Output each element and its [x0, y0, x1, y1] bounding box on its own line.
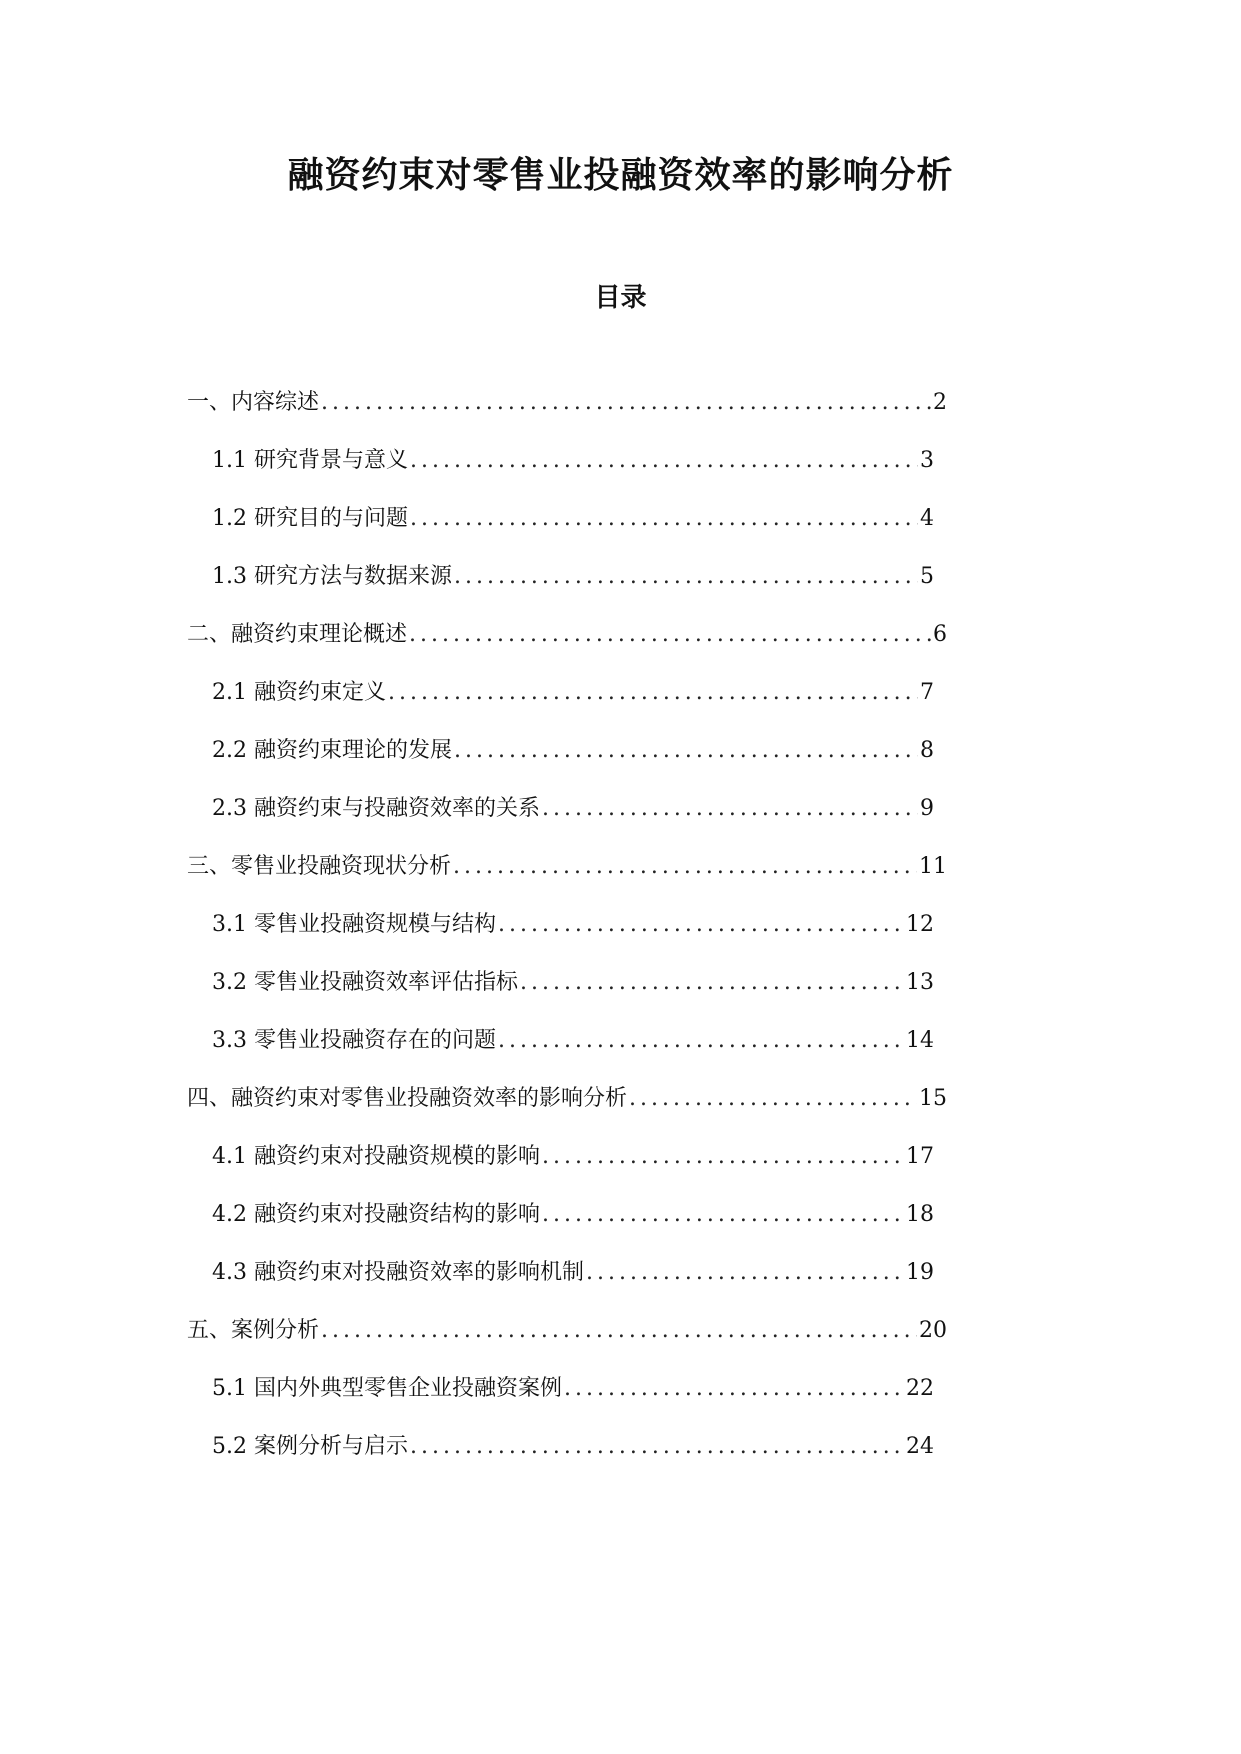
- toc-dot-leader: [409, 617, 931, 653]
- toc-dot-leader: [453, 849, 917, 885]
- toc-entry-label: 2.3 融资约束与投融资效率的关系: [212, 796, 540, 821]
- toc-entry-page: 22: [906, 1376, 934, 1401]
- toc-entry[interactable]: [212, 965, 934, 1001]
- toc-dot-leader: [321, 385, 931, 421]
- toc-dot-leader: [542, 1197, 904, 1233]
- toc-entry[interactable]: [212, 1371, 934, 1407]
- toc-entry[interactable]: [212, 1429, 934, 1465]
- toc-dot-leader: [498, 1023, 904, 1059]
- toc-entry[interactable]: [212, 1255, 934, 1291]
- toc-entry-label: 3.2 零售业投融资效率评估指标: [212, 970, 518, 995]
- toc-entry-page: 3: [920, 448, 934, 473]
- toc-dot-leader: [454, 733, 918, 769]
- toc-entry-label: 4.2 融资约束对投融资结构的影响: [212, 1202, 540, 1227]
- toc-dot-leader: [388, 675, 918, 711]
- toc-dot-leader: [564, 1371, 904, 1407]
- toc-entry[interactable]: [212, 1139, 934, 1175]
- toc-dot-leader: [629, 1081, 917, 1117]
- toc-dot-leader: [542, 1139, 904, 1175]
- toc-entry-page: 4: [920, 506, 934, 531]
- toc-entry[interactable]: [212, 733, 934, 769]
- toc-entry[interactable]: [187, 385, 947, 421]
- toc-entry-page: 13: [906, 970, 934, 995]
- toc-entry-page: 18: [906, 1202, 934, 1227]
- toc-entry-page: 9: [920, 796, 934, 821]
- toc-entry[interactable]: [212, 1023, 934, 1059]
- toc-entry[interactable]: [212, 559, 934, 595]
- toc-entry-label: 2.1 融资约束定义: [212, 680, 386, 705]
- toc-entry[interactable]: [212, 675, 934, 711]
- toc-entry-label: 4.1 融资约束对投融资规模的影响: [212, 1144, 540, 1169]
- toc-entry-label: 四、融资约束对零售业投融资效率的影响分析: [187, 1086, 628, 1111]
- toc-entry-label: 一、内容综述: [187, 390, 320, 415]
- toc-entry[interactable]: [187, 1313, 947, 1349]
- toc-entry-label: 五、案例分析: [187, 1318, 320, 1343]
- toc-entry[interactable]: [212, 501, 934, 537]
- toc-entry-page: 17: [906, 1144, 934, 1169]
- toc-entry-label: 5.1 国内外典型零售企业投融资案例: [212, 1376, 562, 1401]
- toc-entry-page: 24: [906, 1434, 934, 1459]
- toc-entry[interactable]: [212, 907, 934, 943]
- toc-entry-page: 15: [919, 1086, 947, 1111]
- toc-entry[interactable]: [187, 1081, 947, 1117]
- toc-entry-label: 5.2 案例分析与启示: [212, 1434, 408, 1459]
- toc-entry-page: 6: [933, 622, 947, 647]
- toc-entry-label: 二、融资约束理论概述: [187, 622, 408, 647]
- toc-entry[interactable]: [187, 617, 947, 653]
- toc-dot-leader: [498, 907, 904, 943]
- toc-dot-leader: [410, 1429, 904, 1465]
- toc-entry[interactable]: [212, 1197, 934, 1233]
- toc-entry-label: 3.1 零售业投融资规模与结构: [212, 912, 496, 937]
- toc-entry-label: 1.1 研究背景与意义: [212, 448, 408, 473]
- toc-entry-page: 12: [906, 912, 934, 937]
- toc-dot-leader: [410, 443, 918, 479]
- toc-entry[interactable]: [212, 443, 934, 479]
- toc-entry[interactable]: [212, 791, 934, 827]
- toc-dot-leader: [586, 1255, 904, 1291]
- toc-dot-leader: [410, 501, 918, 537]
- toc-entry-label: 1.3 研究方法与数据来源: [212, 564, 452, 589]
- toc-entry-label: 三、零售业投融资现状分析: [187, 854, 452, 879]
- toc-heading: 目录: [594, 283, 647, 313]
- document-title: 融资约束对零售业投融资效率的影响分析: [287, 154, 954, 196]
- toc-entry-page: 7: [920, 680, 934, 705]
- toc-entry-label: 4.3 融资约束对投融资效率的影响机制: [212, 1260, 584, 1285]
- toc-entry-label: 2.2 融资约束理论的发展: [212, 738, 452, 763]
- toc-entry-page: 19: [906, 1260, 934, 1285]
- toc-entry-page: 14: [906, 1028, 934, 1053]
- toc-entry-label: 3.3 零售业投融资存在的问题: [212, 1028, 496, 1053]
- toc-entry[interactable]: [187, 849, 947, 885]
- toc-dot-leader: [454, 559, 918, 595]
- toc-entry-page: 2: [933, 390, 947, 415]
- toc-dot-leader: [520, 965, 904, 1001]
- toc-dot-leader: [321, 1313, 917, 1349]
- toc-dot-leader: [542, 791, 918, 827]
- toc-entry-page: 8: [920, 738, 934, 763]
- toc-entry-page: 20: [919, 1318, 947, 1343]
- toc-entry-page: 11: [919, 854, 947, 879]
- toc-entry-label: 1.2 研究目的与问题: [212, 506, 408, 531]
- toc-entry-page: 5: [920, 564, 934, 589]
